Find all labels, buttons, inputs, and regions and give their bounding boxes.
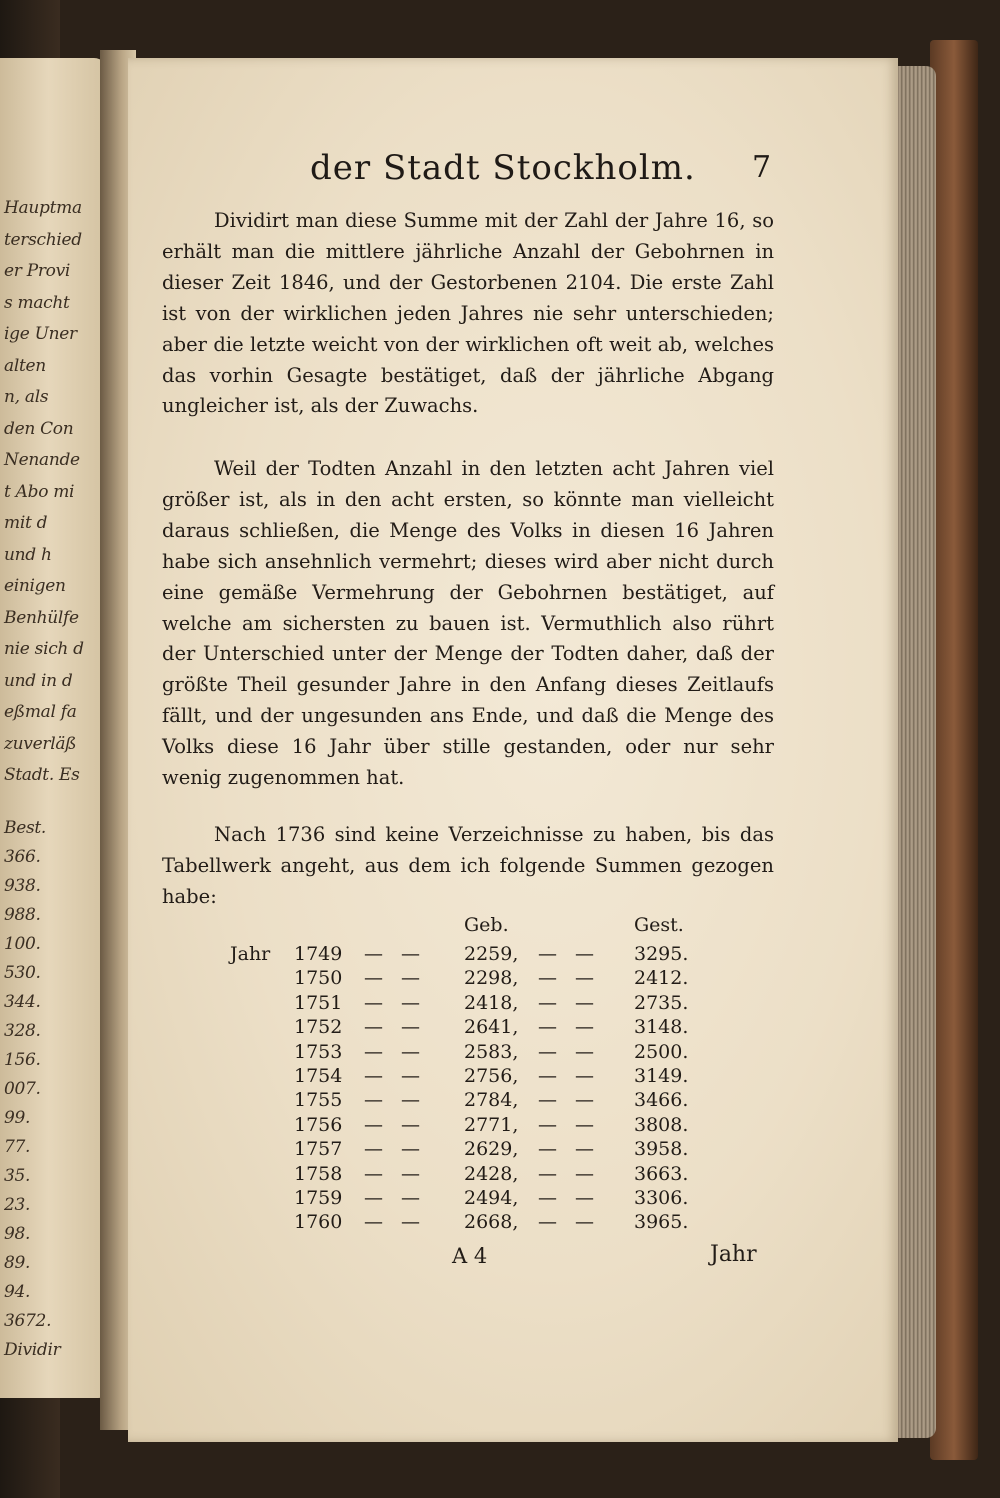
year-cell: 1753 [294, 1040, 343, 1063]
table-row [160, 1210, 720, 1234]
dash-separator: — — [538, 1138, 601, 1161]
births-cell: 2629, [464, 1138, 519, 1161]
dash-separator: — — [364, 1162, 427, 1185]
paragraph-1 [162, 206, 774, 422]
births-cell: 2771, [464, 1113, 519, 1136]
table-row [160, 1015, 720, 1039]
year-cell: 1760 [294, 1211, 343, 1234]
left-fragment: ige Uner [4, 324, 77, 344]
left-fragment: Stadt. Es [4, 765, 80, 785]
dash-separator: — — [364, 967, 427, 990]
dash-separator: — — [364, 1138, 427, 1161]
paragraph-3 [162, 820, 774, 913]
deaths-cell: 3306. [634, 1186, 689, 1209]
dash-separator: — — [364, 991, 427, 1014]
left-fragment: alten [4, 355, 46, 376]
year-cell: 1757 [294, 1138, 343, 1161]
running-head: der Stadt Stockholm. [310, 148, 696, 188]
deaths-cell: 2500. [634, 1040, 689, 1063]
left-fragment: 530. [4, 963, 41, 983]
dash-separator: — — [538, 1113, 601, 1136]
dash-separator: — — [364, 1016, 427, 1039]
dash-separator: — — [538, 991, 601, 1014]
left-fragment: n, als [4, 387, 49, 407]
table-row [160, 1162, 720, 1186]
deaths-cell: 3663. [634, 1162, 689, 1185]
year-cell: 1756 [294, 1113, 343, 1136]
left-fragment: 100. [4, 934, 41, 954]
birth-death-table [160, 908, 720, 1235]
left-fragment: terschied [4, 229, 82, 250]
deaths-cell: 3808. [634, 1113, 689, 1136]
paragraph-text: Dividirt man diese Summe mit der Zahl der Jahre 16, so erhält man die mittlere jährliche Anzahl der Gebohrnen in dieser Zeit 1846, und der Gestorbenen 2104. Die erste Zahl ist von der wirklichen jeden Jahres nie sehr unterschieden; aber die letzte weicht von der wirklichen oft weit ab, welches das vorhin Gesagte bestätiget, daß der jährliche Abgang ungleicher ist, als der Zuwachs. [162, 209, 774, 418]
dash-separator: — — [538, 1040, 601, 1063]
left-fragment: 94. [4, 1282, 31, 1302]
left-fragment: Benhülfe [4, 607, 79, 628]
year-cell: 1751 [294, 991, 343, 1014]
table-header [160, 908, 720, 942]
left-fragment: er Provi [4, 261, 71, 281]
left-fragment: 344. [4, 992, 41, 1012]
dash-separator: — — [538, 1186, 601, 1209]
left-fragment: t Abo mi [4, 481, 75, 502]
births-cell: 2756, [464, 1064, 519, 1087]
table-row [160, 1186, 720, 1210]
left-fragment: 23. [4, 1195, 31, 1215]
births-cell: 2641, [464, 1016, 519, 1039]
deaths-cell: 3466. [634, 1089, 689, 1112]
paragraph-text: Nach 1736 sind keine Verzeichnisse zu haben, bis das Tabellwerk angeht, aus dem ich folgende Summen gezogen habe: [162, 823, 774, 908]
dash-separator: — — [538, 943, 601, 965]
left-fragment: 366. [4, 847, 41, 867]
births-cell: 2583, [464, 1040, 519, 1063]
left-page-fragment [0, 58, 108, 1398]
dash-separator: — — [364, 943, 427, 965]
left-fragment: 007. [4, 1079, 41, 1099]
signature-mark: A 4 [452, 1244, 488, 1268]
dash-separator: — — [364, 1186, 427, 1209]
left-fragment: einigen [4, 576, 66, 596]
left-fragment: s macht [4, 292, 70, 313]
left-fragment: mit d [4, 513, 48, 533]
dash-separator: — — [538, 1162, 601, 1185]
left-fragment: Hauptma [4, 198, 82, 218]
dash-separator: — — [364, 1113, 427, 1136]
dash-separator: — — [538, 1089, 601, 1112]
births-cell: 2784, [464, 1089, 519, 1112]
births-cell: 2494, [464, 1186, 519, 1209]
left-fragment: den Con [4, 418, 74, 439]
left-fragment: 89. [4, 1253, 31, 1273]
left-fragment: 156. [4, 1050, 41, 1070]
deaths-cell: 3965. [634, 1211, 689, 1234]
left-fragment: Dividir [4, 1340, 61, 1360]
table-row [160, 942, 720, 966]
table-row [160, 1113, 720, 1137]
deaths-cell: 2412. [634, 967, 689, 990]
book-cover-edge [930, 40, 978, 1460]
table-row [160, 1040, 720, 1064]
left-fragment: 99. [4, 1108, 31, 1128]
table-row [160, 1064, 720, 1088]
births-cell: 2428, [464, 1162, 519, 1185]
dash-separator: — — [538, 967, 601, 990]
page-number: 7 [752, 150, 772, 185]
births-cell: 2259, [464, 943, 519, 965]
header-geb: Geb. [464, 914, 509, 936]
dash-separator: — — [364, 1040, 427, 1063]
table-row [160, 991, 720, 1015]
dash-separator: — — [538, 1064, 601, 1087]
left-fragment: 35. [4, 1166, 31, 1186]
left-fragment: zuverläß [4, 733, 77, 754]
year-cell: 1755 [294, 1089, 343, 1112]
left-fragment: 3672. [4, 1311, 52, 1331]
left-fragment: 938. [4, 876, 41, 896]
dash-separator: — — [538, 1211, 601, 1234]
year-cell: 1759 [294, 1186, 343, 1209]
left-fragment: nie sich d [4, 639, 84, 659]
year-cell: 1750 [294, 967, 343, 990]
deaths-cell: 3148. [634, 1016, 689, 1039]
left-fragment: 988. [4, 905, 41, 925]
left-fragment: und h [4, 544, 52, 565]
left-fragment: und in d [4, 670, 73, 691]
paragraph-text: Weil der Todten Anzahl in den letzten acht Jahren viel größer ist, als in den acht ersten, so könnte man vielleicht daraus schließen, die Menge des Volks in diesen 16 Jahren habe sich ansehnlich vermehrt; dieses wird aber nicht durch eine gemäße Vermehrung der Gebohrnen bestätiget, auf welche am sichersten zu bauen ist. Vermuthlich also rührt der Unterschied unter der Menge der Todten daher, daß der größte Theil gesunder Jahre in den Anfang dieses Zeitlaufs fällt, und der ungesunden ans Ende, und daß die Menge des Volks diese 16 Jahr über stille gestanden, oder nur sehr wenig zugenommen hat. [162, 457, 774, 790]
dash-separator: — — [364, 1089, 427, 1112]
dash-separator: — — [364, 1211, 427, 1234]
deaths-cell: 3149. [634, 1064, 689, 1087]
table-body [160, 942, 720, 1235]
births-cell: 2298, [464, 967, 519, 990]
left-fragment: Best. [4, 818, 47, 838]
row-label: Jahr [230, 943, 271, 965]
year-cell: 1754 [294, 1064, 343, 1087]
dash-separator: — — [538, 1016, 601, 1039]
deaths-cell: 2735. [634, 991, 689, 1014]
table-row [160, 966, 720, 990]
left-fragment: 98. [4, 1224, 31, 1244]
left-fragment: 77. [4, 1137, 31, 1157]
deaths-cell: 3958. [634, 1138, 689, 1161]
header-gest: Gest. [634, 914, 684, 936]
left-fragment: 328. [4, 1021, 41, 1041]
left-fragment: eßmal fa [4, 702, 77, 722]
deaths-cell: 3295. [634, 943, 689, 965]
catchword: Jahr [710, 1242, 757, 1267]
left-fragment: Nenande [4, 450, 80, 470]
table-row [160, 1088, 720, 1112]
year-cell: 1758 [294, 1162, 343, 1185]
paragraph-2 [162, 454, 774, 794]
year-cell: 1749 [294, 943, 343, 965]
table-row [160, 1137, 720, 1161]
year-cell: 1752 [294, 1016, 343, 1039]
births-cell: 2418, [464, 991, 519, 1014]
births-cell: 2668, [464, 1211, 519, 1234]
dash-separator: — — [364, 1064, 427, 1087]
